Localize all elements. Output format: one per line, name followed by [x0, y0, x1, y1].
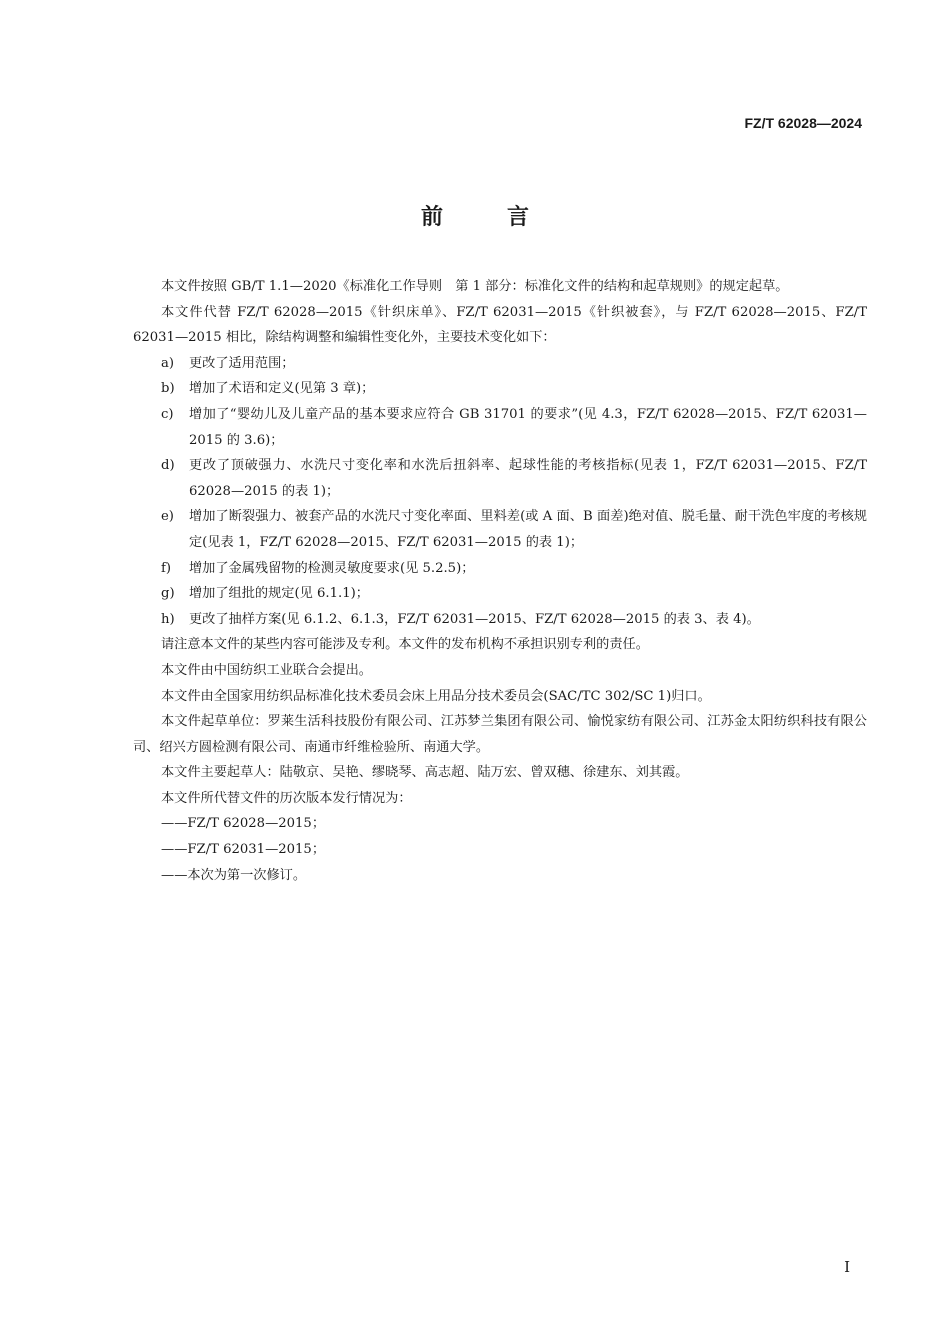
item-label: f): [161, 560, 172, 576]
patent-notice: 请注意本文件的某些内容可能涉及专利。本文件的发布机构不承担识别专利的责任。: [161, 637, 649, 653]
history-item: ——FZ/T 62028—2015；: [161, 816, 326, 832]
item-label: g): [161, 586, 175, 602]
change-item: [133, 607, 867, 633]
item-label: c): [161, 406, 174, 422]
change-item: [133, 453, 867, 504]
page-title: 前言: [420, 205, 593, 230]
item-text: 更改了抽样方案(见 6.1.2、6.1.3，FZ/T 62031—2015、FZ/T 62028—2015 的表 3、表 4)。: [189, 611, 760, 627]
drafters-paragraph: 本文件主要起草人：陆敬京、吴艳、缪晓琴、高志超、陆万宏、曾双穗、徐建东、刘其霞。: [161, 765, 689, 781]
change-item: [133, 402, 867, 453]
intro-paragraph: 本文件代替 FZ/T 62028—2015《针织床单》、FZ/T 62031—2015《针织被套》，与 FZ/T 62028—2015、FZ/T 62031—2015 相比，除结构调整和编辑性变化外，主要技术变化如下：: [133, 304, 867, 346]
item-text: 增加了金属残留物的检测灵敏度要求(见 5.2.5)；: [189, 560, 475, 576]
drafting-units-paragraph: 本文件起草单位：罗莱生活科技股份有限公司、江苏梦兰集团有限公司、愉悦家纺有限公司、江苏金太阳纺织科技有限公司、绍兴方圆检测有限公司、南通市纤维检验所、南通大学。: [133, 714, 867, 755]
standard-code: FZ/T 62028—2024: [744, 115, 862, 131]
committee-paragraph: 本文件由全国家用纺织品标准化技术委员会床上用品分技术委员会(SAC/TC 302/SC 1)归口。: [161, 688, 711, 704]
item-label: a): [161, 355, 175, 371]
change-item: [133, 376, 867, 402]
page-number: I: [844, 1258, 850, 1276]
change-item: [133, 504, 867, 555]
foreword-body: [133, 274, 867, 888]
change-item: [133, 556, 867, 582]
change-item: [133, 351, 867, 377]
history-item: ——FZ/T 62031—2015；: [161, 842, 326, 858]
intro-paragraph: 本文件按照 GB/T 1.1—2020《标准化工作导则 第 1 部分：标准化文件的结构和起草规则》的规定起草。: [161, 279, 789, 294]
item-label: h): [161, 611, 175, 627]
item-text: 增加了组批的规定(见 6.1.1)；: [189, 586, 369, 602]
item-label: d): [161, 458, 175, 474]
item-text: 增加了断裂强力、被套产品的水洗尺寸变化率面、里料差(或 A 面、B 面差)绝对值、脱毛量、耐干洗色牢度的考核规定(见表 1，FZ/T 62028—2015、FZ/T 62031—2015 的表 1)；: [189, 509, 867, 550]
change-item: [133, 581, 867, 607]
history-item: ——本次为第一次修订。: [161, 867, 307, 883]
history-intro: 本文件所代替文件的历次版本发行情况为：: [161, 790, 412, 806]
item-text: 增加了“婴幼儿及儿童产品的基本要求应符合 GB 31701 的要求”(见 4.3，FZ/T 62028—2015、FZ/T 62031—2015 的 3.6)；: [189, 406, 867, 448]
proposer-paragraph: 本文件由中国纺织工业联合会提出。: [161, 662, 372, 678]
item-text: 更改了适用范围；: [189, 355, 295, 371]
item-text: 更改了顶破强力、水洗尺寸变化率和水洗后扭斜率、起球性能的考核指标(见表 1，FZ/T 62031—2015、FZ/T 62028—2015 的表 1)；: [189, 458, 867, 499]
item-label: b): [161, 381, 175, 397]
item-text: 增加了术语和定义(见第 3 章)；: [189, 381, 375, 397]
item-label: e): [161, 509, 174, 525]
